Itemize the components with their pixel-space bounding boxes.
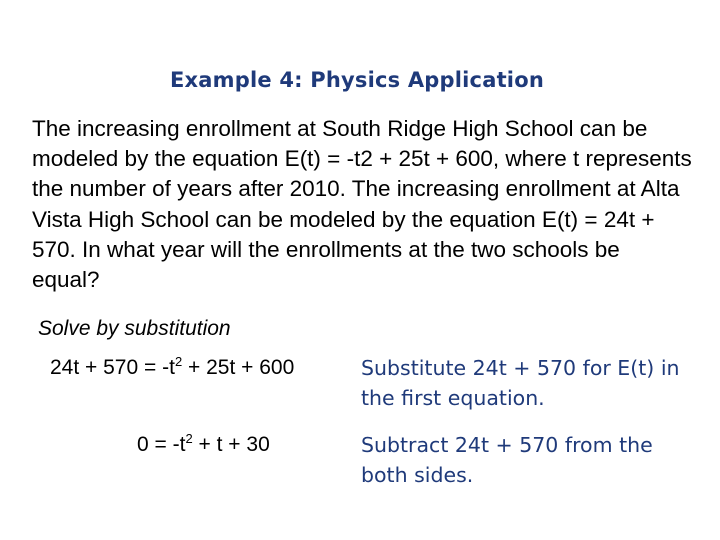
slide-title: Example 4: Physics Application [170, 68, 544, 92]
equation-step-2-right: + t + 30 [192, 433, 270, 456]
equation-step-1-left: 24t + 570 = -t [50, 356, 175, 379]
equation-step-2 [137, 431, 270, 457]
equation-step-1-exponent: 2 [174, 354, 183, 369]
solve-label: Solve by substitution [38, 317, 231, 340]
step-2-note: Subtract 24t + 570 from the both sides. [361, 433, 653, 487]
equation-step-2-exponent: 2 [185, 431, 193, 446]
problem-statement: The increasing enrollment at South Ridge High School can be modeled by the equation E(t) = -t2 + 25t + 600, where t represents the number of years after 2010. The increasing enrollment at Alta Vista High School can be modeled by the equation E(t) = 24t + 570. In what year will the enrollments at the two schools be equal? [32, 116, 692, 293]
equation-step-1 [50, 354, 294, 380]
equation-step-1-right: + 25t + 600 [182, 356, 295, 379]
equation-step-2-left: 0 = -t [137, 433, 186, 456]
step-1-note: Substitute 24t + 570 for E(t) in the first equation. [361, 356, 680, 410]
